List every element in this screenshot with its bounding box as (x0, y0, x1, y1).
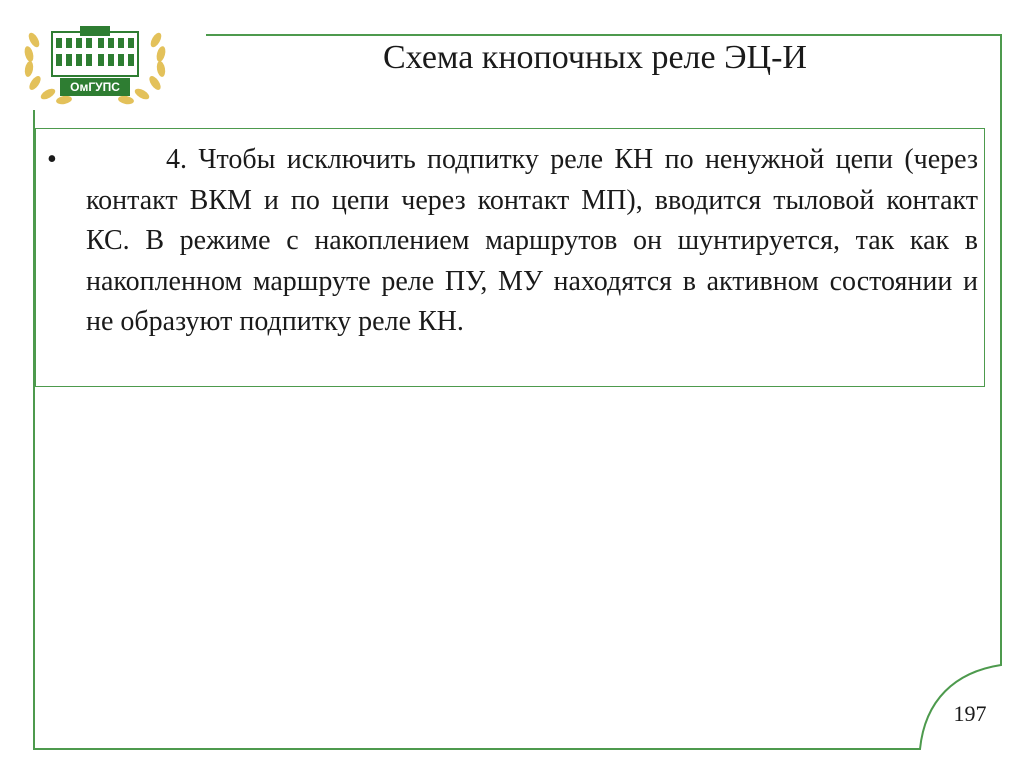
university-laurel-logo-icon (20, 22, 170, 108)
slide-body-text: 4. Чтобы исключить подпитку реле КН по ненужной цепи (через контакт ВКМ и по цепи через контакт МП), вводится тыловой контакт КС. В режиме с накоплением маршрутов он шунтируется, так как в накопленном маршруте реле ПУ, МУ находятся в активном состоянии и не образуют подпитку реле КН. (86, 144, 978, 337)
page-number: 197 (953, 701, 987, 726)
logo-label: ОмГУПС (70, 80, 120, 94)
building-icon (52, 26, 138, 76)
slide-title: Схема кнопочных реле ЭЦ-И (383, 39, 807, 76)
bullet-marker: • (47, 144, 57, 175)
